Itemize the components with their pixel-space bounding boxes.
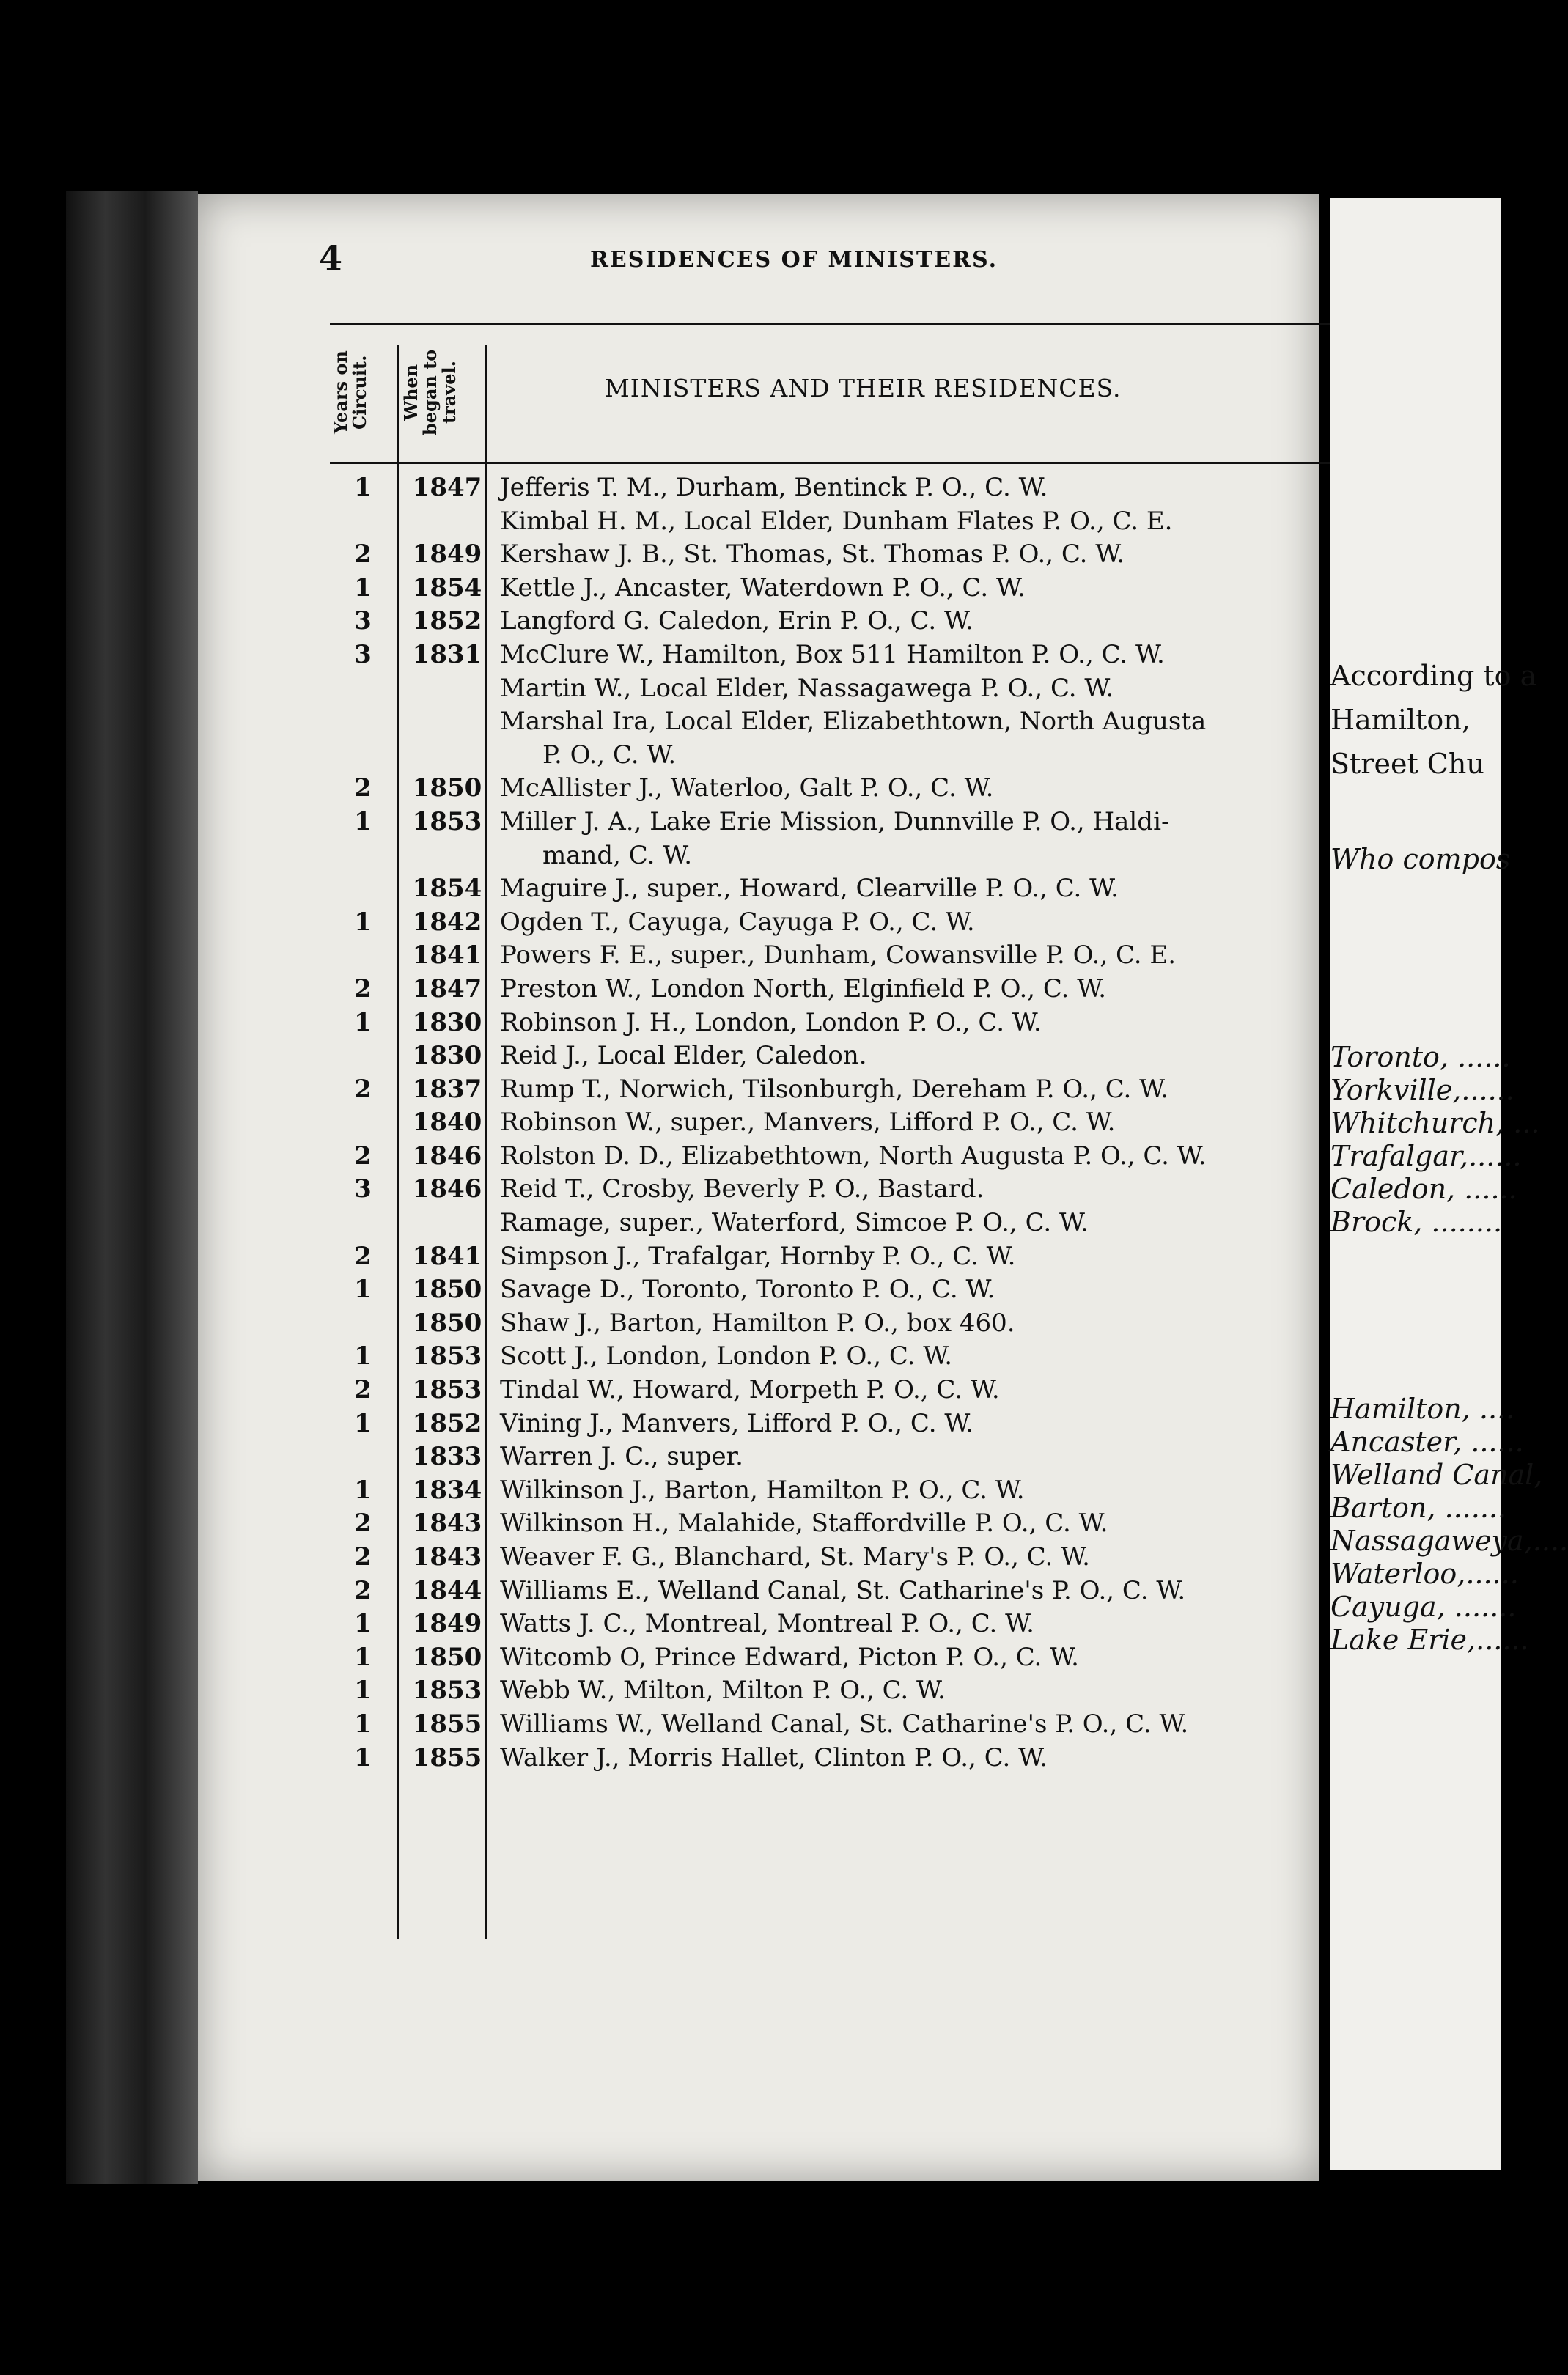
minister-residence: Ogden T., Cayuga, Cayuga P. O., C. W.	[500, 907, 975, 937]
year-began: 1841	[412, 940, 482, 971]
years-on-circuit: 2	[354, 1241, 372, 1271]
list-item	[330, 1108, 1371, 1141]
list-item	[330, 507, 1371, 540]
year-began: 1843	[412, 1542, 482, 1572]
list-item	[330, 773, 1371, 807]
list-item	[330, 674, 1371, 707]
years-on-circuit: 2	[354, 1141, 372, 1171]
year-began: 1847	[412, 973, 482, 1004]
list-item	[330, 1008, 1371, 1042]
year-began: 1853	[412, 1676, 482, 1706]
years-on-circuit: 1	[354, 1408, 372, 1438]
years-on-circuit: 2	[354, 1575, 372, 1605]
facing-page-line: Toronto, ......	[1330, 1041, 1511, 1073]
minister-residence: Rolston D. D., Elizabethtown, North Augusta P. O., C. W.	[500, 1141, 1207, 1171]
list-item	[330, 1643, 1371, 1676]
year-began: 1846	[412, 1141, 482, 1171]
facing-page-line: Whitchurch, ...	[1330, 1107, 1540, 1139]
list-item	[330, 606, 1371, 640]
year-began: 1854	[412, 874, 482, 904]
years-on-circuit: 2	[354, 773, 372, 803]
facing-page-line: Ancaster, ......	[1330, 1426, 1524, 1458]
year-began: 1849	[412, 1609, 482, 1639]
years-on-circuit: 3	[354, 1174, 372, 1204]
page-header	[319, 238, 1330, 282]
minister-residence: Walker J., Morris Hallet, Clinton P. O., C. W.	[500, 1742, 1048, 1772]
facing-page	[1330, 198, 1568, 2170]
facing-page-line: Caledon, ......	[1330, 1173, 1517, 1205]
year-began: 1850	[412, 1642, 482, 1672]
minister-residence: Robinson J. H., London, London P. O., C. W.	[500, 1007, 1042, 1037]
list-item	[330, 1609, 1371, 1643]
list-item	[330, 1576, 1371, 1610]
top-rule	[330, 323, 1330, 325]
year-began: 1852	[412, 606, 482, 636]
minister-residence: Ramage, super., Waterford, Simcoe P. O., C. W.	[500, 1208, 1089, 1238]
list-item	[330, 1174, 1371, 1208]
minister-residence: Wilkinson H., Malahide, Staffordville P. O., C. W.	[500, 1509, 1108, 1539]
facing-page-line: Cayuga, .......	[1330, 1591, 1517, 1623]
list-item	[330, 1242, 1371, 1275]
minister-residence: McAllister J., Waterloo, Galt P. O., C. W.	[500, 773, 994, 803]
year-began: 1852	[412, 1408, 482, 1438]
year-began: 1842	[412, 907, 482, 937]
facing-page-line: Who compos	[1330, 843, 1511, 875]
minister-residence: Robinson W., super., Manvers, Lifford P. O., C. W.	[500, 1108, 1116, 1138]
minister-residence: Webb W., Milton, Milton P. O., C. W.	[500, 1676, 946, 1706]
years-on-circuit: 2	[354, 973, 372, 1004]
facing-page-line: Nassagaweya,....	[1330, 1525, 1568, 1557]
minister-residence: Simpson J., Trafalgar, Hornby P. O., C. W.	[500, 1241, 1016, 1271]
minister-residence: Kershaw J. B., St. Thomas, St. Thomas P. O., C. W.	[500, 540, 1125, 570]
minister-residence: McClure W., Hamilton, Box 511 Hamilton P. O., C. W.	[500, 639, 1165, 669]
facing-page-line: Hamilton, ....	[1330, 1393, 1515, 1425]
list-item	[330, 707, 1371, 740]
list-item	[330, 1442, 1371, 1476]
list-item	[330, 1375, 1371, 1409]
list-item	[330, 540, 1371, 573]
list-item	[330, 1208, 1371, 1242]
minister-residence: Miller J. A., Lake Erie Mission, Dunnville P. O., Haldi-	[500, 806, 1170, 836]
list-item	[330, 1075, 1371, 1108]
minister-residence: Reid J., Local Elder, Caledon.	[500, 1041, 867, 1071]
year-began: 1847	[412, 473, 482, 502]
year-began: 1844	[412, 1575, 482, 1605]
minister-residence: Kimbal H. M., Local Elder, Dunham Flates P. O., C. E.	[500, 506, 1173, 536]
minister-residence: Wilkinson J., Barton, Hamilton P. O., C. W.	[500, 1475, 1025, 1505]
facing-page-line: Brock, ........	[1330, 1206, 1503, 1238]
facing-page-line: Street Chu	[1330, 748, 1484, 780]
list-item	[330, 573, 1371, 607]
minister-residence: mand, C. W.	[542, 840, 693, 870]
minister-residence: Rump T., Norwich, Tilsonburgh, Dereham P. O., C. W.	[500, 1074, 1168, 1104]
year-began: 1834	[412, 1475, 482, 1505]
year-began: 1837	[412, 1074, 482, 1104]
year-began: 1849	[412, 540, 482, 570]
facing-page-line: Yorkville,......	[1330, 1074, 1514, 1106]
years-on-circuit: 1	[354, 1676, 372, 1706]
list-item	[330, 841, 1371, 874]
ministers-list	[330, 473, 1371, 1776]
years-on-circuit: 2	[354, 1375, 372, 1405]
minister-residence: Preston W., London North, Elginfield P. O., C. W.	[500, 973, 1107, 1004]
minister-residence: Kettle J., Ancaster, Waterdown P. O., C. W.	[500, 572, 1026, 603]
list-item	[330, 1542, 1371, 1576]
facing-page-line: According to a	[1330, 660, 1537, 692]
minister-residence: Williams E., Welland Canal, St. Catharine's P. O., C. W.	[500, 1575, 1186, 1605]
years-on-circuit: 1	[354, 1275, 372, 1305]
list-item	[330, 940, 1371, 974]
facing-page-line: Waterloo,......	[1330, 1558, 1519, 1590]
years-on-circuit: 1	[354, 1475, 372, 1505]
years-on-circuit: 1	[354, 1007, 372, 1037]
minister-residence: Weaver F. G., Blanchard, St. Mary's P. O., C. W.	[500, 1542, 1090, 1572]
year-began: 1850	[412, 1308, 482, 1338]
minister-residence: Witcomb O, Prince Edward, Picton P. O., C. W.	[500, 1642, 1079, 1672]
years-on-circuit: 2	[354, 540, 372, 570]
facing-page-line: Barton, .......	[1330, 1492, 1507, 1524]
minister-residence: Tindal W., Howard, Morpeth P. O., C. W.	[500, 1375, 1000, 1405]
list-item	[330, 1341, 1371, 1375]
years-on-circuit: 1	[354, 473, 372, 502]
years-on-circuit: 1	[354, 1341, 372, 1371]
list-item	[330, 1308, 1371, 1342]
year-began: 1840	[412, 1108, 482, 1138]
list-item	[330, 640, 1371, 674]
minister-residence: Marshal Ira, Local Elder, Elizabethtown, North Augusta	[500, 707, 1207, 737]
years-on-circuit: 2	[354, 1542, 372, 1572]
list-item	[330, 740, 1371, 774]
list-item	[330, 1476, 1371, 1509]
minister-residence: Maguire J., super., Howard, Clearville P. O., C. W.	[500, 874, 1119, 904]
year-began: 1853	[412, 1375, 482, 1405]
list-item	[330, 907, 1371, 941]
list-item	[330, 1409, 1371, 1443]
minister-residence: Jefferis T. M., Durham, Bentinck P. O., C. W.	[500, 473, 1048, 502]
year-began: 1855	[412, 1742, 482, 1772]
year-began: 1850	[412, 1275, 482, 1305]
years-on-circuit: 1	[354, 1609, 372, 1639]
list-item	[330, 1676, 1371, 1709]
left-page	[198, 194, 1319, 2181]
minister-residence: Shaw J., Barton, Hamilton P. O., box 460.	[500, 1308, 1015, 1338]
running-head: RESIDENCES OF MINISTERS.	[590, 247, 998, 273]
year-began: 1854	[412, 572, 482, 603]
list-item	[330, 807, 1371, 841]
minister-residence: Savage D., Toronto, Toronto P. O., C. W.	[500, 1275, 995, 1305]
minister-residence: Langford G. Caledon, Erin P. O., C. W.	[500, 606, 973, 636]
years-on-circuit: 2	[354, 1509, 372, 1539]
header-rule	[330, 462, 1330, 464]
col-head-years-on-circuit: Years on Circuit.	[330, 350, 370, 434]
col-head-ministers: MINISTERS AND THEIR RESIDENCES.	[605, 374, 1122, 402]
page-number: 4	[319, 238, 343, 278]
facing-page-line: Trafalgar,......	[1330, 1140, 1522, 1172]
col-head-when-began: When began to travel.	[400, 349, 460, 435]
years-on-circuit: 3	[354, 606, 372, 636]
year-began: 1850	[412, 773, 482, 803]
year-began: 1853	[412, 1341, 482, 1371]
year-began: 1846	[412, 1174, 482, 1204]
list-item	[330, 1509, 1371, 1542]
list-item	[330, 1275, 1371, 1308]
list-item	[330, 874, 1371, 907]
minister-residence: Watts J. C., Montreal, Montreal P. O., C. W.	[500, 1609, 1034, 1639]
years-on-circuit: 1	[354, 1642, 372, 1672]
minister-residence: Powers F. E., super., Dunham, Cowansville P. O., C. E.	[500, 940, 1177, 971]
years-on-circuit: 1	[354, 907, 372, 937]
year-began: 1855	[412, 1709, 482, 1739]
minister-residence: Williams W., Welland Canal, St. Catharine's P. O., C. W.	[500, 1709, 1189, 1739]
years-on-circuit: 1	[354, 1709, 372, 1739]
years-on-circuit: 1	[354, 572, 372, 603]
years-on-circuit: 2	[354, 1074, 372, 1104]
year-began: 1841	[412, 1241, 482, 1271]
facing-page-line: Hamilton,	[1330, 704, 1471, 736]
facing-page-line: Welland Canal,	[1330, 1459, 1543, 1491]
year-began: 1830	[412, 1007, 482, 1037]
list-item	[330, 473, 1371, 507]
minister-residence: Reid T., Crosby, Beverly P. O., Bastard.	[500, 1174, 984, 1204]
years-on-circuit: 1	[354, 806, 372, 836]
minister-residence: Warren J. C., super.	[500, 1442, 743, 1472]
list-item	[330, 1041, 1371, 1075]
year-began: 1853	[412, 806, 482, 836]
minister-residence: Scott J., London, London P. O., C. W.	[500, 1341, 953, 1371]
minister-residence: Martin W., Local Elder, Nassagawega P. O., C. W.	[500, 673, 1114, 703]
years-on-circuit: 3	[354, 639, 372, 669]
list-item	[330, 974, 1371, 1008]
year-began: 1831	[412, 639, 482, 669]
list-item	[330, 1743, 1371, 1777]
year-began: 1833	[412, 1442, 482, 1472]
minister-residence: Vining J., Manvers, Lifford P. O., C. W.	[500, 1408, 974, 1438]
list-item	[330, 1709, 1371, 1743]
minister-residence: P. O., C. W.	[542, 740, 677, 770]
book-spine	[66, 191, 198, 2184]
year-began: 1843	[412, 1509, 482, 1539]
list-item	[330, 1141, 1371, 1175]
year-began: 1830	[412, 1041, 482, 1071]
years-on-circuit: 1	[354, 1742, 372, 1772]
facing-page-line: Lake Erie,......	[1330, 1624, 1529, 1656]
